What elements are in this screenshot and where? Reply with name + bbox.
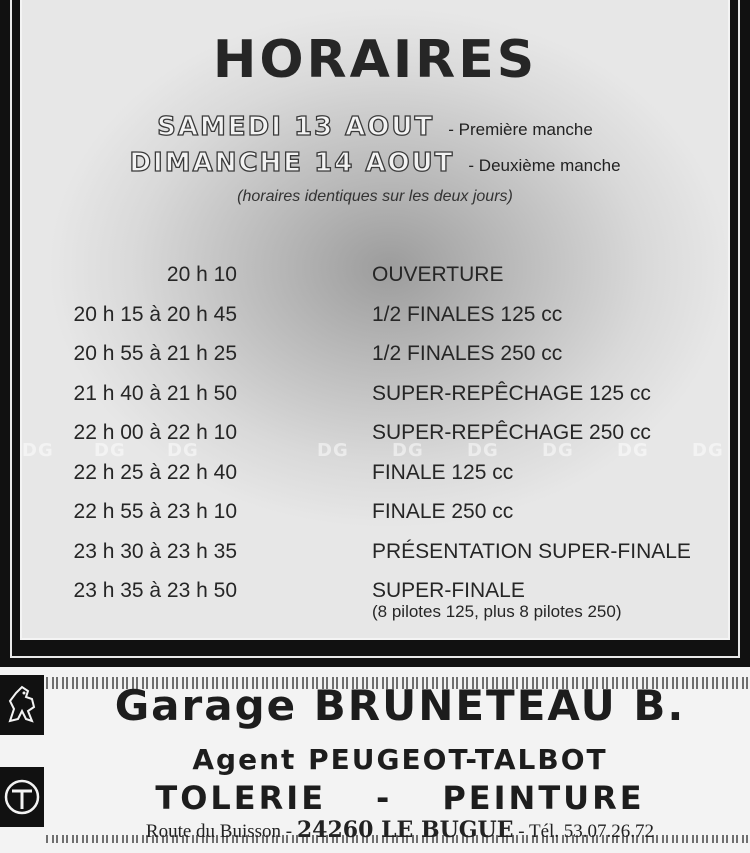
watermark-text: DG (542, 440, 574, 461)
row-event: FINALE 250 cc (372, 500, 514, 523)
day-name: SAMEDI 13 AOUT (157, 112, 435, 142)
row-event (372, 579, 622, 622)
schedule-row (42, 461, 742, 501)
service-right: PEINTURE (442, 779, 645, 817)
schedule-row (42, 382, 742, 422)
services-line (50, 779, 750, 817)
watermark-text: DG (467, 440, 499, 461)
garage-name-line (50, 681, 750, 730)
watermark-text: DG (317, 440, 349, 461)
service-left: TOLERIE (155, 779, 327, 817)
row-event: OUVERTURE (372, 263, 504, 286)
schedule-row (42, 540, 742, 580)
schedule-row (42, 263, 742, 303)
day-line-saturday (22, 112, 728, 142)
peugeot-logo (0, 675, 44, 735)
schedule-row (42, 303, 742, 343)
garage-prefix: Garage (114, 681, 298, 730)
address-phone: - Tél. 53.07.26.72 (518, 821, 655, 842)
page-title: HORAIRES (212, 30, 538, 90)
row-event: PRÉSENTATION SUPER-FINALE (372, 540, 691, 563)
row-time: 20 h 55 à 21 h 25 (73, 342, 237, 365)
service-sep: - (376, 779, 393, 817)
agent-line: Agent PEUGEOT-TALBOT (192, 743, 608, 776)
watermark-text: DG (167, 440, 199, 461)
day-line-sunday (22, 148, 728, 178)
row-event: SUPER-REPÊCHAGE 250 cc (372, 421, 651, 444)
row-event: 1/2 FINALES 250 cc (372, 342, 563, 365)
talbot-logo (0, 767, 44, 827)
row-event: SUPER-REPÊCHAGE 125 cc (372, 382, 651, 405)
address-line (50, 817, 750, 843)
schedule-note: (horaires identiques sur les deux jours) (237, 188, 513, 205)
schedule-row (42, 342, 742, 382)
watermark-text: DG (392, 440, 424, 461)
schedule-row (42, 421, 742, 461)
watermark-text: DG (94, 440, 126, 461)
panel-inner (20, 0, 730, 640)
address-city: 24260 LE BUGUE (296, 817, 514, 843)
row-event-sub: (8 pilotes 125, plus 8 pilotes 250) (372, 602, 622, 621)
garage-ad (0, 667, 750, 853)
row-time: 23 h 35 à 23 h 50 (73, 579, 237, 602)
day-sub: - Deuxième manche (468, 156, 621, 175)
row-time: 20 h 10 (166, 263, 237, 286)
lion-icon (2, 681, 42, 729)
row-event: 1/2 FINALES 125 cc (372, 303, 563, 326)
schedule-row (42, 579, 742, 629)
row-time: 22 h 25 à 22 h 40 (73, 461, 237, 484)
row-time: 21 h 40 à 21 h 50 (73, 382, 237, 405)
row-time: 22 h 00 à 22 h 10 (73, 421, 237, 444)
watermark-text: DG (617, 440, 649, 461)
schedule-row (42, 500, 742, 540)
row-event-title: SUPER-FINALE (372, 579, 525, 602)
row-time: 22 h 55 à 23 h 10 (73, 500, 237, 523)
talbot-icon (2, 773, 42, 821)
row-time: 23 h 30 à 23 h 35 (73, 540, 237, 563)
row-time: 20 h 15 à 20 h 45 (73, 303, 237, 326)
day-sub: - Première manche (448, 120, 593, 139)
address-street: Route du Buisson - (145, 821, 293, 842)
day-name: DIMANCHE 14 AOUT (129, 148, 455, 178)
row-event: FINALE 125 cc (372, 461, 514, 484)
garage-name: BRUNETEAU B. (313, 681, 686, 730)
watermark-text: DG (22, 440, 54, 461)
watermark-text: DG (692, 440, 724, 461)
